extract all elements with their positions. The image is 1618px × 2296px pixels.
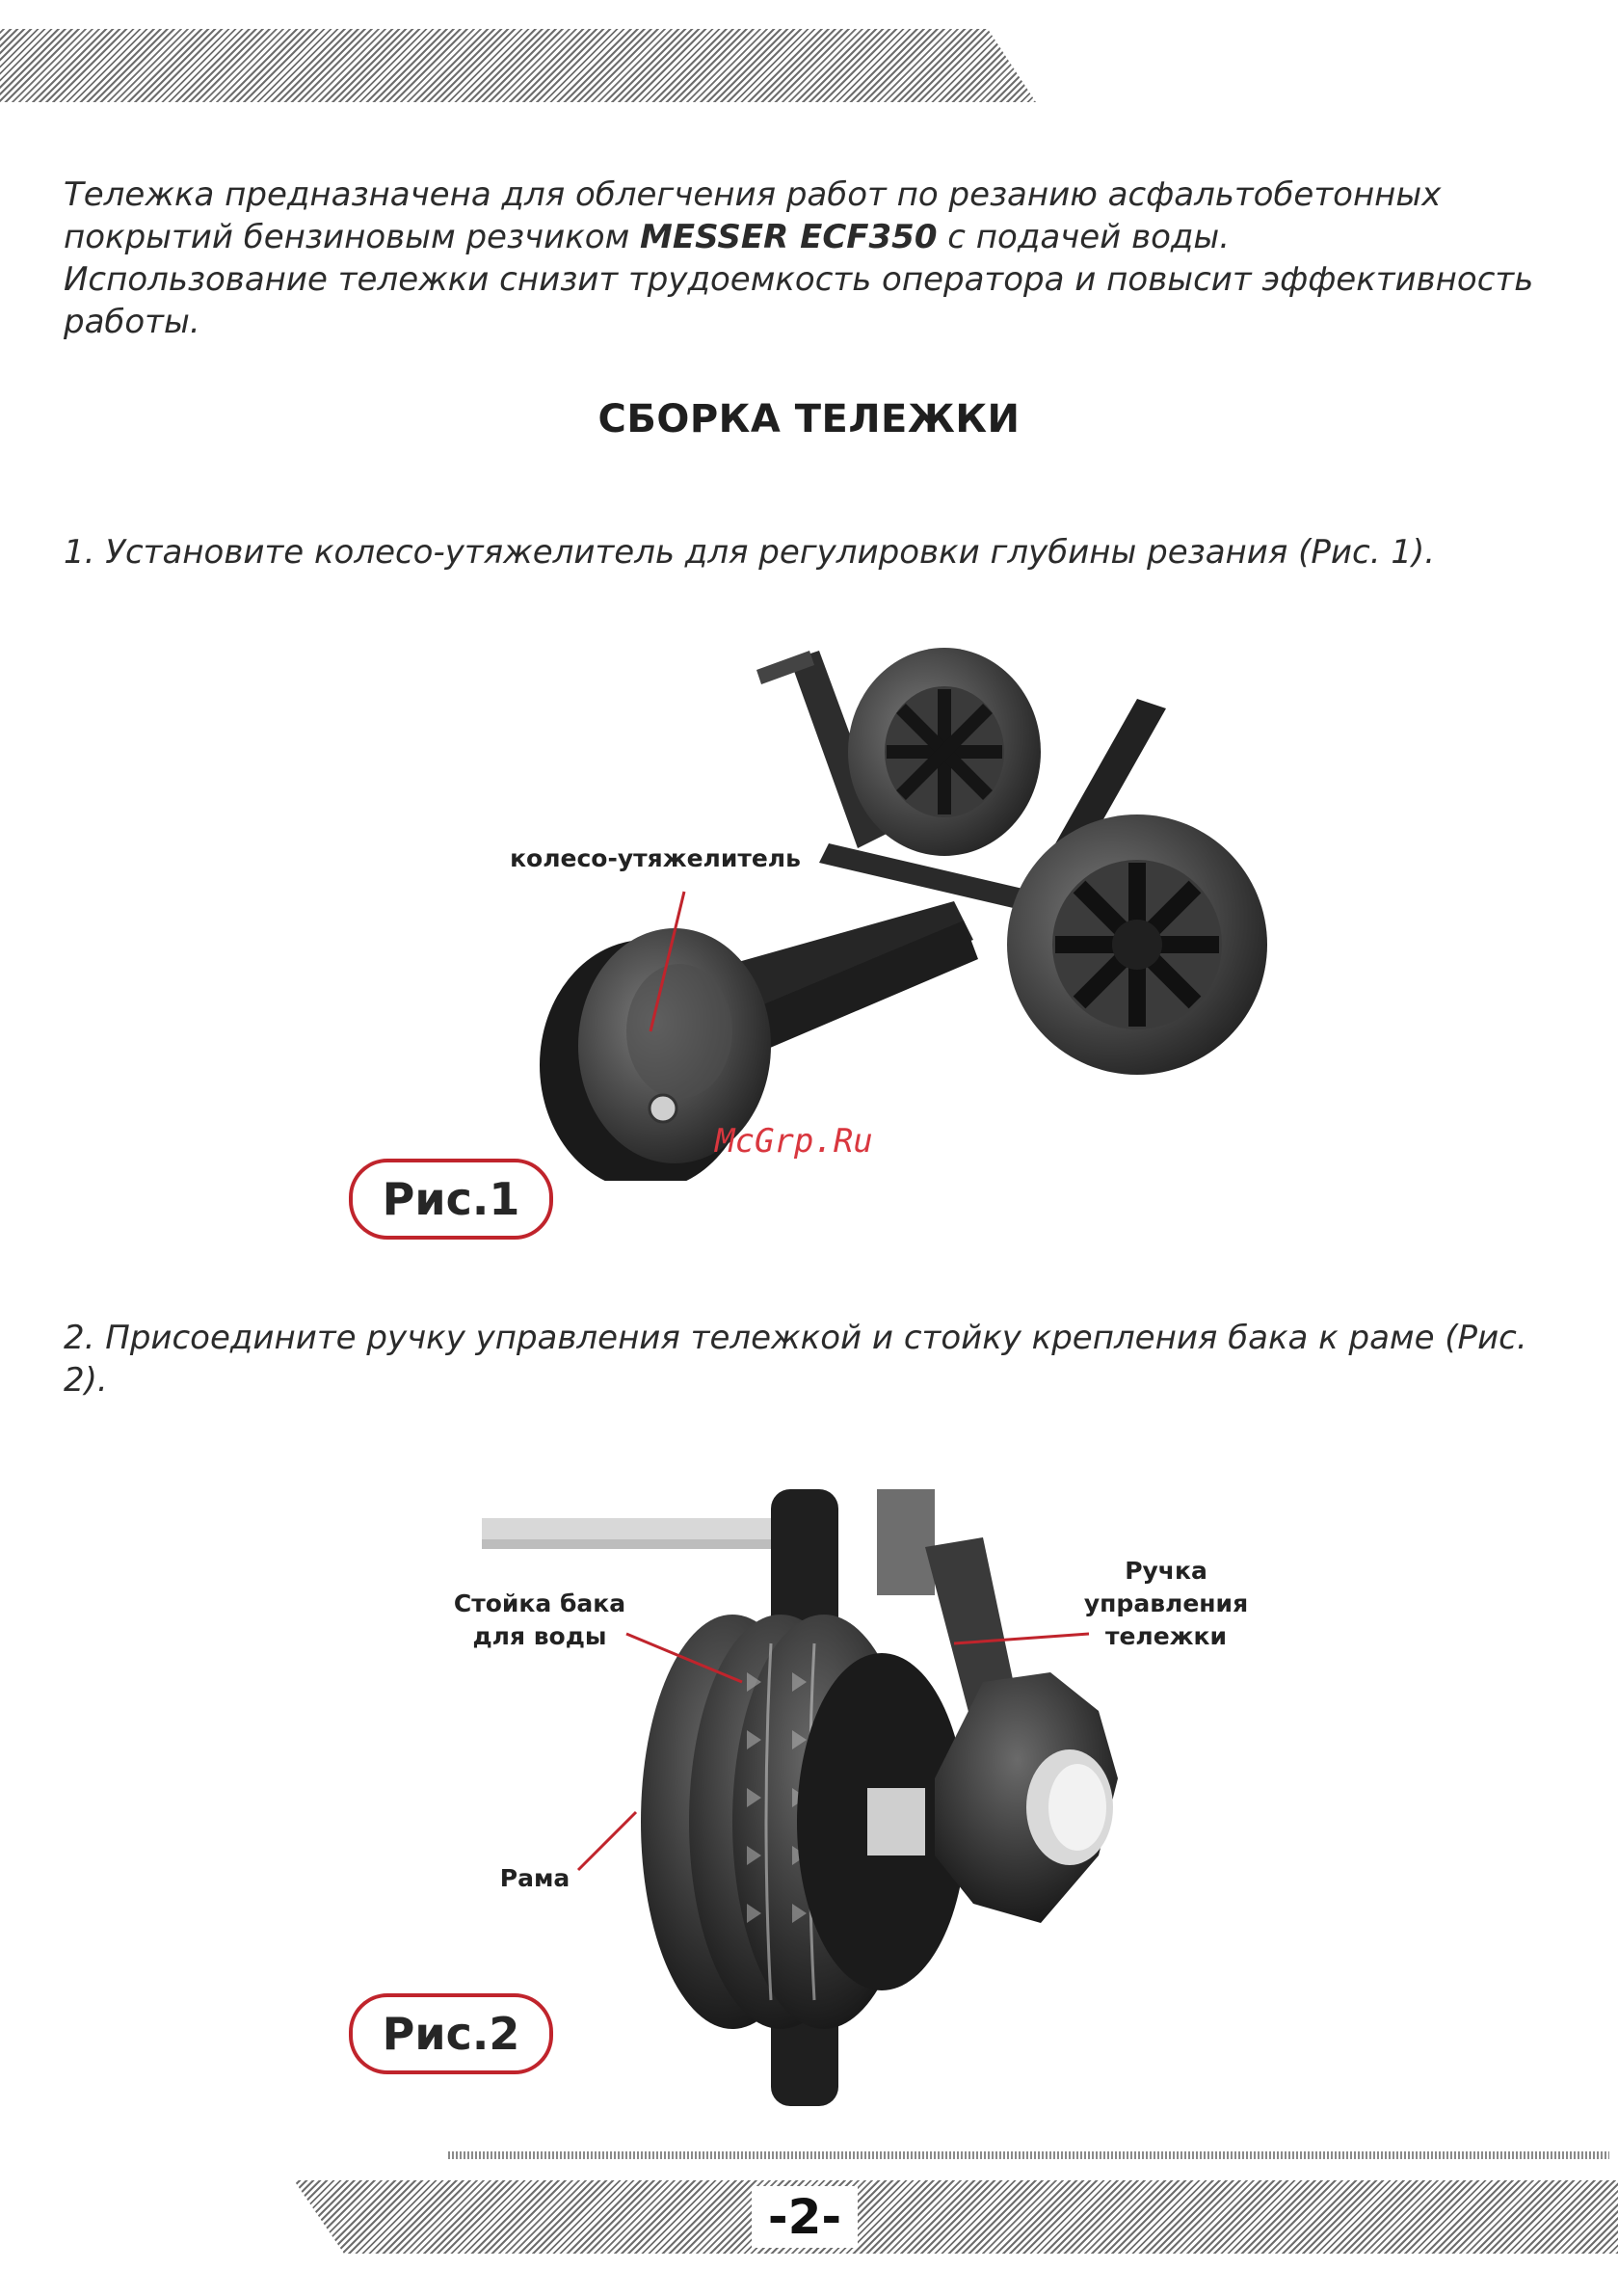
intro-paragraph: [64, 174, 1567, 343]
label-frame: Рама: [499, 1864, 570, 1892]
intro-line-1: Тележка предназначена для облегчения работ по резанию асфальтобетонных: [64, 175, 1442, 214]
page-number: -2-: [752, 2186, 858, 2248]
label-handle-line-3: тележки: [1104, 1622, 1228, 1650]
model-name: MESSER ECF350: [640, 218, 938, 256]
header-stripe: [0, 29, 1036, 102]
intro-line-2-post: с подачей воды.: [937, 218, 1231, 256]
intro-line-2-pre: покрытий бензиновым резчиком: [64, 218, 641, 256]
label-handle-line-1: Ручка: [1125, 1557, 1207, 1585]
label-handle-line-2: управления: [1083, 1589, 1249, 1617]
section-title: СБОРКА ТЕЛЕЖКИ: [597, 397, 1021, 441]
step-2-text: 2. Присоедините ручку управления тележкой и стойку крепления бака к раме (Рис. 2).: [64, 1319, 1527, 1400]
label-tank-post-line-1: Стойка бака: [453, 1589, 626, 1617]
footer-dotted-line: [448, 2151, 1609, 2159]
step-1-text: 1. Установите колесо-утяжелитель для регулировки глубины резания (Рис. 1).: [64, 533, 1436, 572]
label-tank-post: [434, 1588, 646, 1653]
footer-stripe: [294, 2180, 1618, 2254]
watermark: McGrp.Ru: [715, 1122, 873, 1161]
figure-1-badge: Рис.1: [349, 1159, 553, 1240]
label-tank-post-line-2: для воды: [472, 1622, 607, 1650]
label-weight-wheel: колесо-утяжелитель: [510, 844, 801, 872]
figure-1-cart-photo: [501, 641, 1272, 1181]
intro-line-3: Использование тележки снизит трудоемкость оператора и повысит эффективность работы.: [64, 260, 1534, 341]
figure-2-badge: Рис.2: [349, 1993, 553, 2074]
label-control-handle: [1070, 1555, 1262, 1653]
